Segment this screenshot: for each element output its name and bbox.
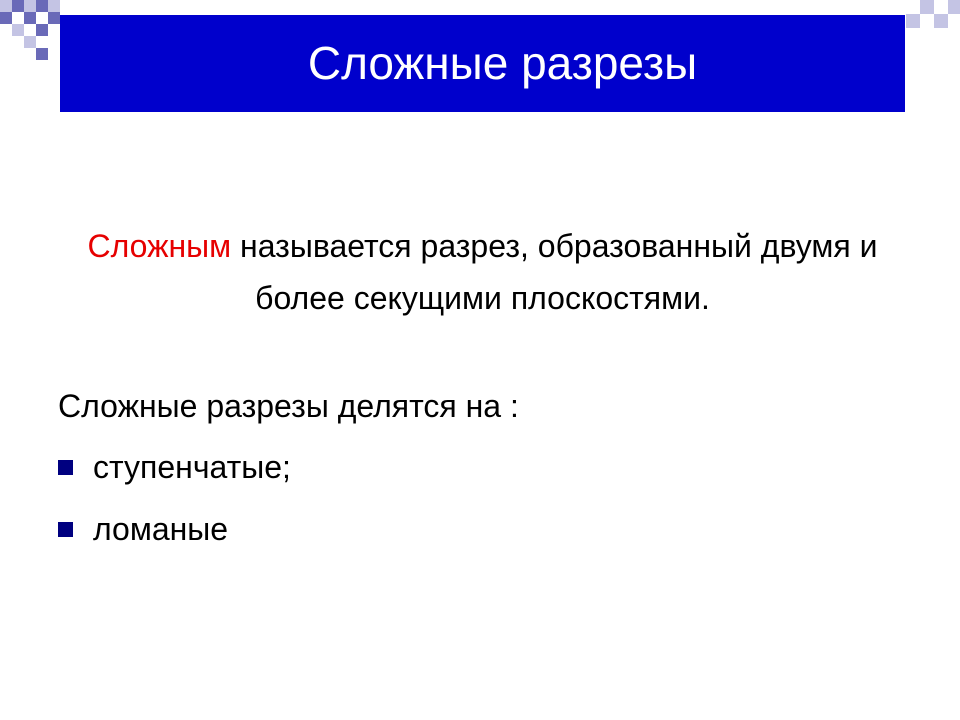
slide-title: Сложные разрезы <box>307 37 698 89</box>
square-bullet-icon <box>58 522 73 537</box>
definition-keyword: Сложным <box>87 228 232 264</box>
title-bar <box>60 15 905 112</box>
intro-line: Сложные разрезы делятся на : <box>58 388 519 424</box>
definition-paragraph <box>60 220 905 324</box>
bullet-list <box>58 445 291 569</box>
bullet-item-broken <box>58 507 291 551</box>
bullet-label: ломаные <box>93 510 229 547</box>
definition-text: называется разрез, образованный двумя и более секущими плоскостями. <box>231 228 878 316</box>
square-bullet-icon <box>58 460 73 475</box>
bullet-label: ступенчатые; <box>93 448 291 485</box>
corner-right-pattern-icon <box>906 0 960 40</box>
bullet-item-stepped <box>58 445 291 489</box>
